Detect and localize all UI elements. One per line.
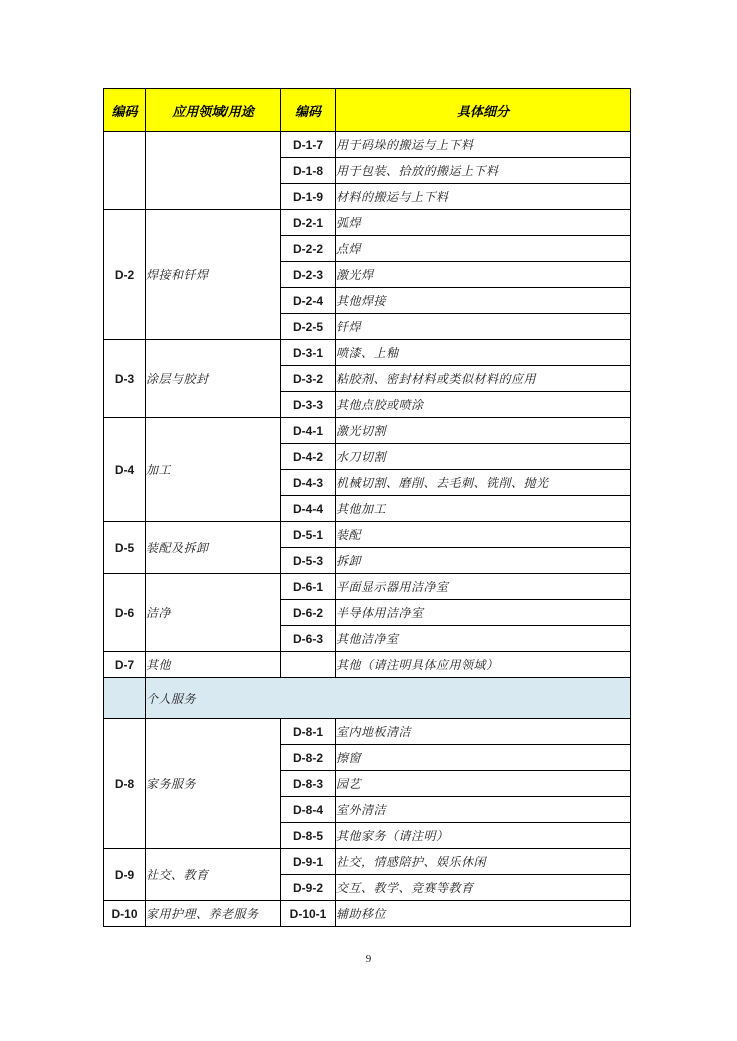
item-detail-cell: 粘胶剂、密封材料或类似材料的应用: [336, 366, 631, 392]
table-row: [104, 652, 631, 678]
group-category-cell: 焊接和钎焊: [146, 210, 281, 340]
item-code-cell: D-1-7: [281, 132, 336, 158]
item-code-cell: D-6-1: [281, 574, 336, 600]
item-code-cell: D-10-1: [281, 901, 336, 927]
column-header-detail: 具体细分: [336, 89, 631, 132]
group-code-cell: D-9: [104, 849, 146, 901]
item-code-cell: D-4-2: [281, 444, 336, 470]
table-row: [104, 340, 631, 366]
item-code-cell: D-9-2: [281, 875, 336, 901]
table-row: [104, 418, 631, 444]
item-detail-cell: 弧焊: [336, 210, 631, 236]
item-detail-cell: 钎焊: [336, 314, 631, 340]
item-code-cell: D-6-2: [281, 600, 336, 626]
item-detail-cell: 其他焊接: [336, 288, 631, 314]
group-category-cell: 加工: [146, 418, 281, 522]
group-code-cell: D-3: [104, 340, 146, 418]
classification-table: [103, 88, 631, 927]
item-detail-cell: 用于包装、拾放的搬运上下料: [336, 158, 631, 184]
group-code-cell: D-4: [104, 418, 146, 522]
item-detail-cell: 喷漆、上釉: [336, 340, 631, 366]
item-code-cell: D-1-8: [281, 158, 336, 184]
group-category-cell: [146, 132, 281, 210]
group-category-cell: 家务服务: [146, 719, 281, 849]
item-code-cell: D-8-3: [281, 771, 336, 797]
group-category-cell: 装配及拆卸: [146, 522, 281, 574]
item-code-cell: D-4-1: [281, 418, 336, 444]
item-code-cell: D-8-4: [281, 797, 336, 823]
section-label-cell: 个人服务: [146, 678, 631, 719]
group-category-cell: 洁净: [146, 574, 281, 652]
item-detail-cell: 材料的搬运与上下料: [336, 184, 631, 210]
item-detail-cell: 室内地板清洁: [336, 719, 631, 745]
section-code-cell: [104, 678, 146, 719]
group-code-cell: [104, 132, 146, 210]
item-code-cell: [281, 652, 336, 678]
group-code-cell: D-2: [104, 210, 146, 340]
item-detail-cell: 社交，情感陪护、娱乐休闲: [336, 849, 631, 875]
item-detail-cell: 其他（请注明具体应用领域）: [336, 652, 631, 678]
item-detail-cell: 点焊: [336, 236, 631, 262]
item-code-cell: D-5-3: [281, 548, 336, 574]
item-detail-cell: 平面显示器用洁净室: [336, 574, 631, 600]
item-code-cell: D-5-1: [281, 522, 336, 548]
column-header-code: 编码: [104, 89, 146, 132]
table-row: [104, 132, 631, 158]
item-code-cell: D-6-3: [281, 626, 336, 652]
item-code-cell: D-1-9: [281, 184, 336, 210]
group-code-cell: D-10: [104, 901, 146, 927]
item-code-cell: D-9-1: [281, 849, 336, 875]
item-code-cell: D-4-4: [281, 496, 336, 522]
item-detail-cell: 半导体用洁净室: [336, 600, 631, 626]
group-code-cell: D-8: [104, 719, 146, 849]
item-detail-cell: 其他加工: [336, 496, 631, 522]
item-detail-cell: 装配: [336, 522, 631, 548]
item-detail-cell: 园艺: [336, 771, 631, 797]
item-code-cell: D-2-2: [281, 236, 336, 262]
item-detail-cell: 室外清洁: [336, 797, 631, 823]
item-code-cell: D-2-4: [281, 288, 336, 314]
item-detail-cell: 用于码垛的搬运与上下料: [336, 132, 631, 158]
item-code-cell: D-3-1: [281, 340, 336, 366]
page-number: 9: [365, 953, 372, 965]
item-code-cell: D-4-3: [281, 470, 336, 496]
item-detail-cell: 擦窗: [336, 745, 631, 771]
item-code-cell: D-2-1: [281, 210, 336, 236]
group-category-cell: 社交、教育: [146, 849, 281, 901]
item-detail-cell: 机械切割、磨削、去毛刺、铣削、抛光: [336, 470, 631, 496]
item-detail-cell: 辅助移位: [336, 901, 631, 927]
item-detail-cell: 其他洁净室: [336, 626, 631, 652]
table-header-row: [104, 89, 631, 132]
item-detail-cell: 拆卸: [336, 548, 631, 574]
column-header-subcode: 编码: [281, 89, 336, 132]
table-body: [104, 132, 631, 927]
item-code-cell: D-3-3: [281, 392, 336, 418]
item-code-cell: D-3-2: [281, 366, 336, 392]
item-detail-cell: 激光焊: [336, 262, 631, 288]
group-category-cell: 其他: [146, 652, 281, 678]
item-code-cell: D-8-2: [281, 745, 336, 771]
group-category-cell: 家用护理、养老服务: [146, 901, 281, 927]
item-detail-cell: 其他点胶或喷涂: [336, 392, 631, 418]
item-detail-cell: 激光切割: [336, 418, 631, 444]
group-code-cell: D-6: [104, 574, 146, 652]
table-row: [104, 719, 631, 745]
table-section-row: [104, 678, 631, 719]
item-code-cell: D-2-5: [281, 314, 336, 340]
group-code-cell: D-5: [104, 522, 146, 574]
item-code-cell: D-2-3: [281, 262, 336, 288]
table-row: [104, 574, 631, 600]
group-code-cell: D-7: [104, 652, 146, 678]
table-row: [104, 210, 631, 236]
table-row: [104, 849, 631, 875]
item-detail-cell: 其他家务（请注明）: [336, 823, 631, 849]
item-detail-cell: 交互、教学、竞赛等教育: [336, 875, 631, 901]
item-code-cell: D-8-5: [281, 823, 336, 849]
item-code-cell: D-8-1: [281, 719, 336, 745]
item-detail-cell: 水刀切割: [336, 444, 631, 470]
table-row: [104, 522, 631, 548]
table-row: [104, 901, 631, 927]
group-category-cell: 涂层与胶封: [146, 340, 281, 418]
column-header-application-field: 应用领域/用途: [146, 89, 281, 132]
